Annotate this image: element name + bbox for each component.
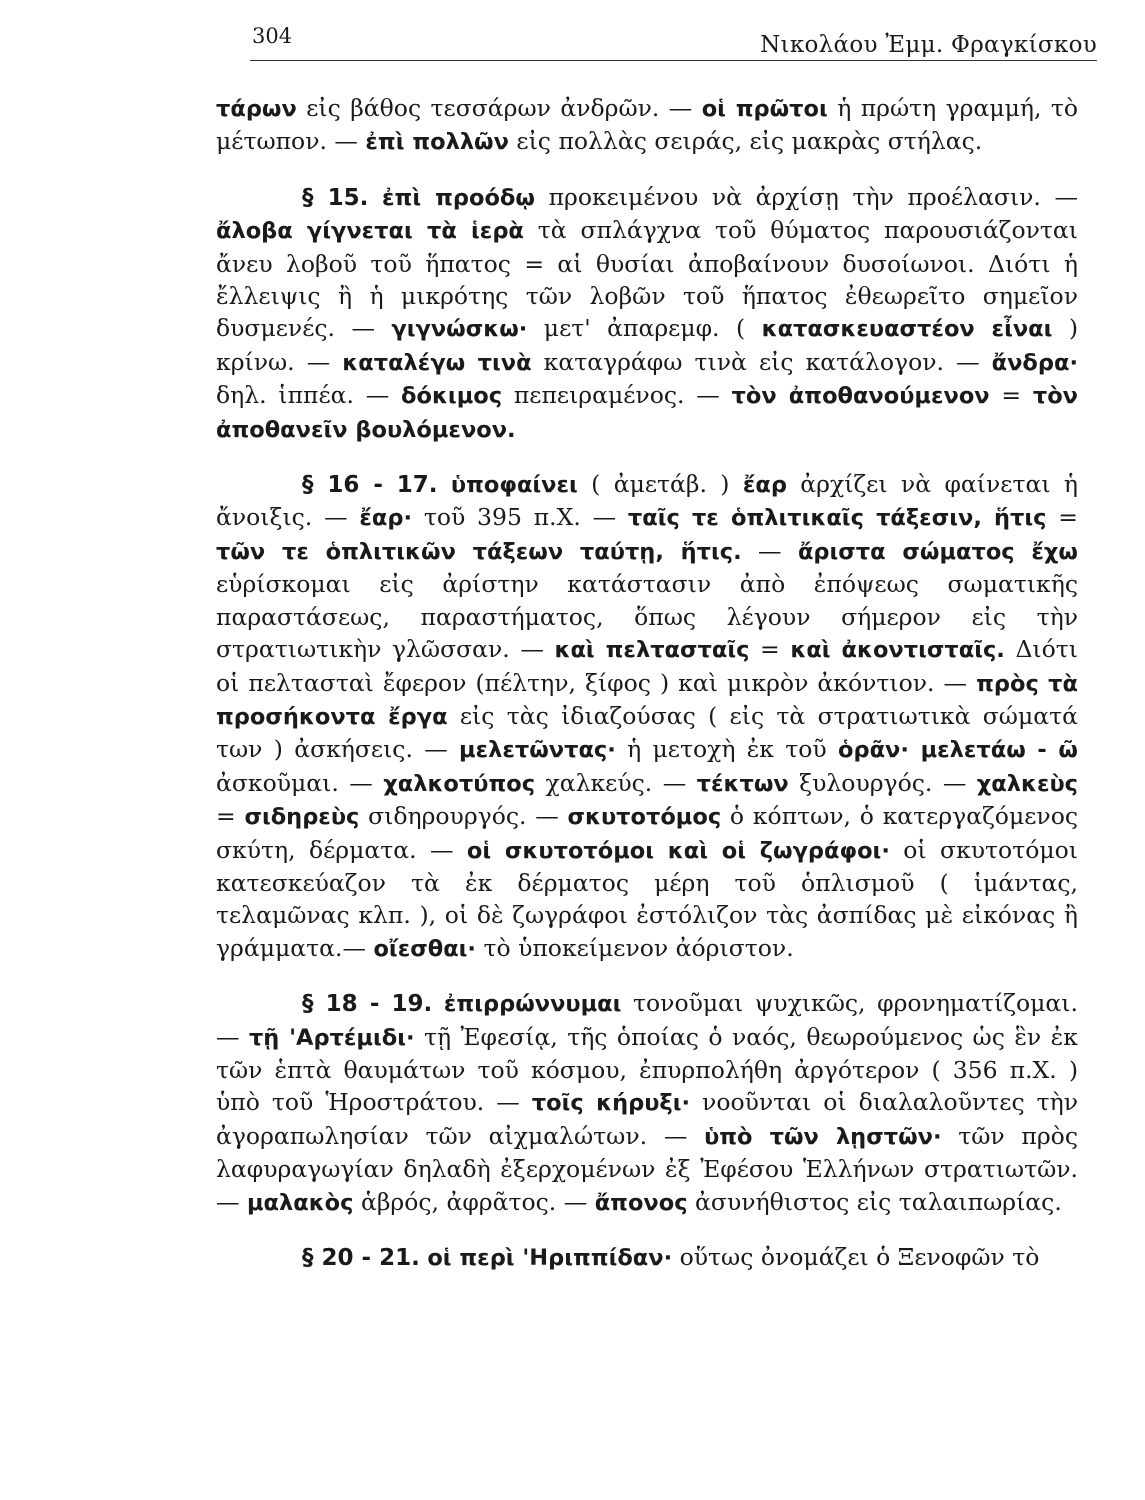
gloss-text: τῶν πρὸς λαφυραγωγίαν δηλαδὴ ἐξερχομένων ἐξ Ἐφέσου Ἑλλήνων στρατιωτῶν.— [216,1121,1078,1216]
section-marker [216,989,432,1017]
section-number: § 20 - 21. [302,1245,420,1271]
lemma-term: δόκιμος [401,383,503,410]
gloss-text: ἁβρός, ἀφρᾶτος. — [353,1187,595,1216]
gloss-text: = [1046,503,1078,532]
lemma-term: μελετῶντας· [459,737,616,764]
commentary-paragraph [216,181,1078,446]
lemma-term: σιδηρεὺς [244,804,360,831]
lemma-term: γιγνώσκω· [391,316,528,343]
lemma-term: οἴεσθαι· [373,935,476,962]
section-marker [216,1243,420,1271]
gloss-text: χαλκεύς. — [535,768,697,797]
gloss-text: ( ἀμετάβ. ) [577,470,743,499]
lemma-term: τὸν ἀποθανούμενον [731,383,990,410]
gloss-text: οὕτως ὀνομάζει ὁ Ξενοφῶν τὸ [672,1243,1040,1271]
lemma-term: τέκτων [696,770,789,797]
lemma-term: ἐπὶ προόδῳ [382,184,535,211]
gloss-text: δηλ. ἱππέα. — [216,381,402,410]
lemma-term: ἔαρ [742,472,787,499]
section-number: § 16 - 17. [302,472,438,499]
lemma-term: καταλέγω τινὰ [342,349,532,376]
section-marker [216,470,438,498]
lemma-term: ἄλοβα γίγνεται τὰ ἱερὰ [216,218,524,245]
lemma-term: ἄπονος [594,1189,688,1216]
lemma-term: πρὸς τὰ προσήκοντα ἔργα [216,670,1078,730]
lemma-term: ταῖς τε ὁπλιτικαῖς τάξεσιν, ἥτις [627,505,1047,532]
lemma-term: ὑπὸ τῶν λῃστῶν· [704,1123,942,1150]
gloss-text: ἀρχίζει νὰ φαίνεται ἡ ἄνοιξις. — [216,470,1078,532]
lemma-term: τάρων [216,96,297,122]
lemma-term: σκυτοτόμος [567,804,722,831]
lemma-term: τῇ 'Αρτέμιδι· [248,1024,415,1051]
gloss-text: ἡ πρώτη γραμμή, τὸ μέτωπον. — [216,94,1079,156]
gloss-text: ἀσυνήθιστος εἰς ταλαιπωρίας. [687,1187,1062,1216]
lemma-term: τῶν τε ὁπλιτικῶν τάξεων ταύτῃ, ἥτις. [216,538,742,565]
gloss-text: πεπειραμένος. — [502,381,732,410]
gloss-text: = [989,381,1033,410]
gloss-text: ) κρίνω. — [216,314,1079,376]
section-marker [216,183,368,211]
gloss-text: τονοῦμαι ψυχικῶς, φρονηματίζομαι. — [216,989,1078,1051]
commentary-paragraph [216,468,1078,965]
lemma-term: ἔαρ· [359,505,413,532]
lemma-term: ὑποφαίνει [450,472,578,499]
gloss-text: ἀσκοῦμαι. — [216,768,384,797]
gloss-text: καταγράφω τινὰ εἰς κατάλογον. — [531,347,992,376]
lemma-term: ἐπὶ πολλῶν [365,129,509,156]
commentary-text [216,92,1078,1274]
lemma-term: τὸν ἀποθανεῖν βουλόμενον. [216,383,1078,443]
gloss-text: νοοῦνται οἱ διαλαλοῦντες τὴν ἀγοραπωλησίαν τῶν αἰχμαλώτων. — [216,1088,1078,1150]
commentary-paragraph [216,92,1078,159]
lemma-term: οἱ περὶ 'Ηριππίδαν· [427,1245,673,1271]
gloss-text: εὑρίσκομαι εἰς ἀρίστην κατάστασιν ἀπὸ ἐπόψεως σωματικῆς παραστάσεως, παραστήματος, ὅπως λέγουν σήμερον εἰς τὴν στρατιωτικὴν γλῶσσαν. — [216,570,1078,664]
lemma-term: ὁρᾶν· μελετάω - ῶ [838,737,1078,764]
page-number: 304 [252,24,293,48]
gloss-text: τὸ ὑποκείμενον ἀόριστον. [475,933,794,962]
gloss-text: σιδηρουργός. — [359,802,568,831]
gloss-text: μετ' ἀπαρεμφ. ( [527,314,762,343]
gloss-text: ἡ μετοχὴ ἐκ τοῦ [615,735,839,764]
lemma-term: οἱ πρῶτοι [701,96,828,122]
gloss-text: τοῦ 395 π.Χ. — [412,503,628,532]
gloss-text: εἰς τὰς ἰδιαζούσας ( εἰς τὰ στρατιωτικὰ σώματά των ) ἀσκήσεις. — [216,701,1078,764]
gloss-text: = [749,635,791,664]
lemma-term: οἱ σκυτοτόμοι καὶ οἱ ζωγράφοι· [466,837,890,864]
lemma-term: καὶ πελτασταῖς [554,637,750,664]
gloss-text: ὁ κόπτων, ὁ κατεργαζόμενος σκύτη, δέρματα. — [216,802,1078,864]
commentary-paragraph [216,1241,1078,1274]
lemma-term: χαλκεὺς [976,770,1078,797]
lemma-term: ἄριστα σώματος ἔχω [797,538,1078,565]
lemma-term: κατασκευαστέον εἶναι [761,316,1053,343]
lemma-term: χαλκοτύπος [383,770,536,797]
lemma-term: καὶ ἀκοντισταῖς. [790,637,1005,664]
gloss-text: προκειμένου νὰ ἀρχίσῃ τὴν προέλασιν. — [534,182,1078,211]
gloss-text: τῇ Ἐφεσίᾳ, τῆς ὁποίας ὁ ναός, θεωρούμενος ὡς ἓν ἐκ τῶν ἑπτὰ θαυμάτων τοῦ κόσμου, ἐπυρπολήθη ἀργότερον ( 356 π.Χ. ) ὑπὸ τοῦ Ἡροστράτου. — [216,1022,1078,1117]
section-number: § 15. [302,184,369,211]
lemma-term: τοῖς κήρυξι· [531,1090,691,1117]
gloss-text: εἰς πολλὰς σειράς, εἰς μακρὰς στήλας. [508,127,983,156]
gloss-text: ξυλουργός. — [788,768,977,797]
running-title: Νικολάου Ἐμμ. Φραγκίσκου [760,32,1097,58]
gloss-text: Διότι οἱ πελτασταὶ ἔφερον (πέλτην, ξίφος ) καὶ μικρὸν ἀκόντιον. — [216,635,1078,697]
gloss-text: εἰς βάθος τεσσάρων ἀνδρῶν. — [296,94,702,122]
gloss-text: τὰ σπλάγχνα τοῦ θύματος παρουσιάζονται ἄνευ λοβοῦ τοῦ ἥπατος = αἱ θυσίαι ἀποβαίνουν δυσοίωνοι. Διότι ἡ ἔλλειψις ἢ ἡ μικρότης τῶν λοβῶν τοῦ ἥπατος ἐθεωρεῖτο σημεῖον δυσμενές. — [216,216,1078,343]
lemma-term: ἄνδρα· [991,349,1078,376]
lemma-term: μαλακὸς [246,1189,354,1216]
gloss-text: οἱ σκυτοτόμοι κατεσκεύαζον τὰ ἐκ δέρματος μέρη τοῦ ὁπλισμοῦ ( ἱμάντας, τελαμῶνας κλπ. ), οἱ δὲ ζωγράφοι ἐστόλιζον τὰς ἀσπίδας μὲ εἰκόνας ἢ γράμματα.— [216,835,1078,962]
lemma-term: ἐπιρρώννυμαι [443,991,622,1018]
page-header [250,22,1097,61]
gloss-text: = [216,802,245,831]
section-number: § 18 - 19. [302,991,433,1018]
commentary-paragraph [216,987,1078,1219]
gloss-text: — [741,536,798,565]
